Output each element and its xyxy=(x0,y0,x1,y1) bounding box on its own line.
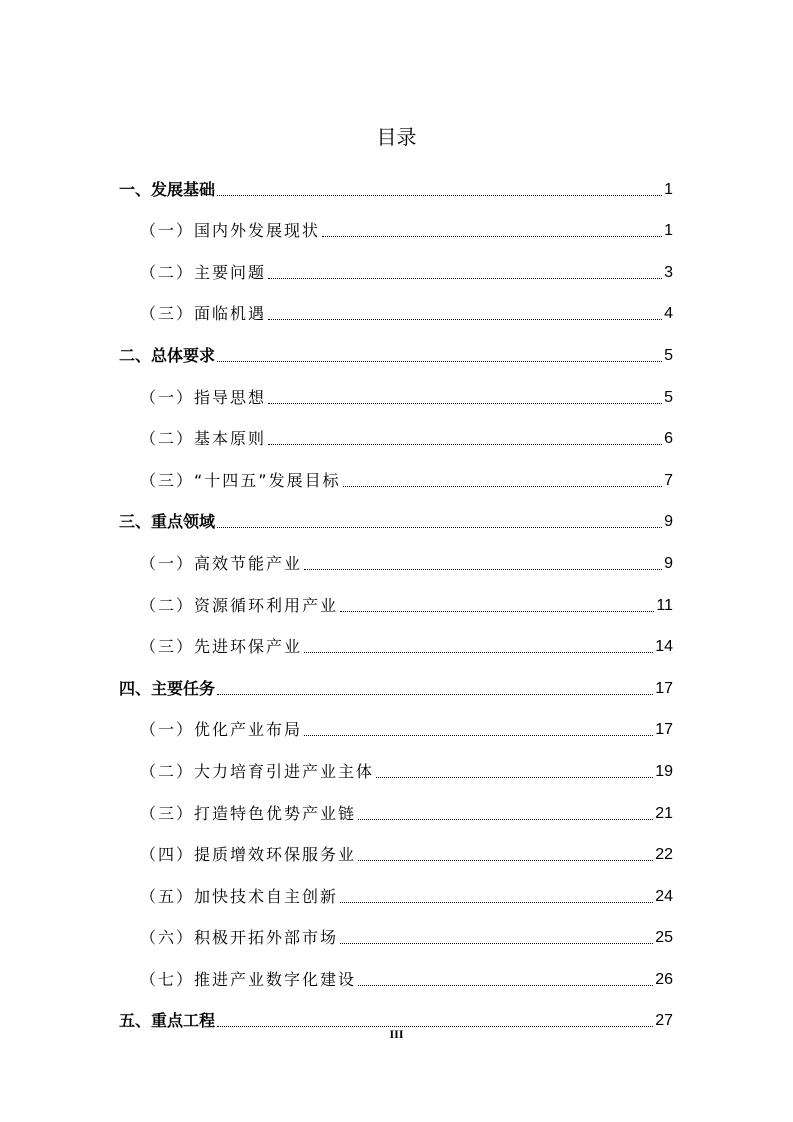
toc-subsection-entry[interactable] xyxy=(119,707,673,749)
toc-entry-page: 17 xyxy=(655,721,673,739)
toc-title: 目录 xyxy=(376,125,417,149)
toc-subsection-entry[interactable] xyxy=(119,374,673,416)
dot-leader xyxy=(304,652,653,653)
toc-entry-label: （三）“十四五”发展目标 xyxy=(140,470,341,490)
toc-entry-page: 5 xyxy=(664,346,673,364)
toc-entry-page: 1 xyxy=(664,222,673,240)
toc-entry-page: 9 xyxy=(664,513,673,531)
toc-entry-label: （三）面临机遇 xyxy=(140,304,267,324)
dot-leader xyxy=(304,569,662,570)
toc-entry-label: 三、重点领域 xyxy=(119,512,216,532)
toc-entry-page: 3 xyxy=(664,263,673,281)
dot-leader xyxy=(304,735,653,736)
dot-leader xyxy=(340,943,653,944)
toc-entry-label: （一）高效节能产业 xyxy=(140,553,303,573)
toc-subsection-entry[interactable] xyxy=(119,291,673,333)
toc-entry-label: （一）优化产业布局 xyxy=(140,720,303,740)
toc-entry-page: 19 xyxy=(655,762,673,780)
dot-leader xyxy=(217,195,662,196)
toc-entry-page: 24 xyxy=(655,887,673,905)
dot-leader xyxy=(268,403,662,404)
toc-subsection-entry[interactable] xyxy=(119,873,673,915)
toc-subsection-entry[interactable] xyxy=(119,832,673,874)
dot-leader xyxy=(376,777,653,778)
toc-entry-label: （三）打造特色优势产业链 xyxy=(140,803,357,823)
toc-entry-page: 7 xyxy=(664,471,673,489)
toc-entry-page: 9 xyxy=(664,554,673,572)
dot-leader xyxy=(340,902,653,903)
toc-entry-page: 27 xyxy=(655,1012,673,1030)
toc-entry-label: 五、重点工程 xyxy=(119,1011,216,1031)
toc-subsection-entry[interactable] xyxy=(119,249,673,291)
toc-entry-page: 21 xyxy=(655,804,673,822)
toc-subsection-entry[interactable] xyxy=(119,416,673,458)
toc-entry-label: 二、总体要求 xyxy=(119,345,216,365)
toc-section-entry[interactable] xyxy=(119,665,673,707)
toc-entry-label: （四）提质增效环保服务业 xyxy=(140,845,357,865)
toc-subsection-entry[interactable] xyxy=(119,748,673,790)
dot-leader xyxy=(340,611,654,612)
toc-subsection-entry[interactable] xyxy=(119,790,673,832)
toc-entry-label: （六）积极开拓外部市场 xyxy=(140,928,339,948)
toc-entry-page: 6 xyxy=(664,430,673,448)
toc-entry-page: 25 xyxy=(655,929,673,947)
toc-entry-page: 1 xyxy=(664,180,673,198)
toc-subsection-entry[interactable] xyxy=(119,208,673,250)
dot-leader xyxy=(358,860,653,861)
dot-leader xyxy=(217,694,653,695)
toc-entry-label: （五）加快技术自主创新 xyxy=(140,886,339,906)
toc-entry-page: 11 xyxy=(656,596,673,614)
toc-subsection-entry[interactable] xyxy=(119,956,673,998)
dot-leader xyxy=(217,361,662,362)
toc-section-entry[interactable] xyxy=(119,499,673,541)
toc-entry-page: 26 xyxy=(655,970,673,988)
toc-entry-label: （二）主要问题 xyxy=(140,262,267,282)
toc-entry-label: （二）基本原则 xyxy=(140,429,267,449)
toc-entry-page: 17 xyxy=(655,679,673,697)
toc-entry-label: （二）资源循环利用产业 xyxy=(140,595,339,615)
toc-entry-page: 5 xyxy=(664,388,673,406)
dot-leader xyxy=(358,819,653,820)
toc-subsection-entry[interactable] xyxy=(119,624,673,666)
toc-subsection-entry[interactable] xyxy=(119,915,673,957)
toc-entry-page: 22 xyxy=(655,846,673,864)
toc-entry-label: （一）国内外发展现状 xyxy=(140,221,321,241)
toc-entry-label: （一）指导思想 xyxy=(140,387,267,407)
dot-leader xyxy=(217,527,662,528)
dot-leader xyxy=(268,319,662,320)
toc-entry-label: （二）大力培育引进产业主体 xyxy=(140,761,375,781)
toc-entry-page: 4 xyxy=(664,305,673,323)
page-number: III xyxy=(389,1027,404,1041)
toc-entry-label: （七）推进产业数字化建设 xyxy=(140,969,357,989)
toc-subsection-entry[interactable] xyxy=(119,582,673,624)
dot-leader xyxy=(343,486,663,487)
dot-leader xyxy=(268,444,662,445)
dot-leader xyxy=(358,985,653,986)
toc-section-entry[interactable] xyxy=(119,332,673,374)
toc-subsection-entry[interactable] xyxy=(119,457,673,499)
toc-entry-label: 四、主要任务 xyxy=(119,678,216,698)
toc-entry-label: 一、发展基础 xyxy=(119,179,216,199)
toc-entry-label: （三）先进环保产业 xyxy=(140,637,303,657)
toc-subsection-entry[interactable] xyxy=(119,540,673,582)
dot-leader xyxy=(268,278,662,279)
table-of-contents xyxy=(119,166,673,1039)
dot-leader xyxy=(322,236,662,237)
toc-entry-page: 14 xyxy=(655,638,673,656)
toc-section-entry[interactable] xyxy=(119,166,673,208)
